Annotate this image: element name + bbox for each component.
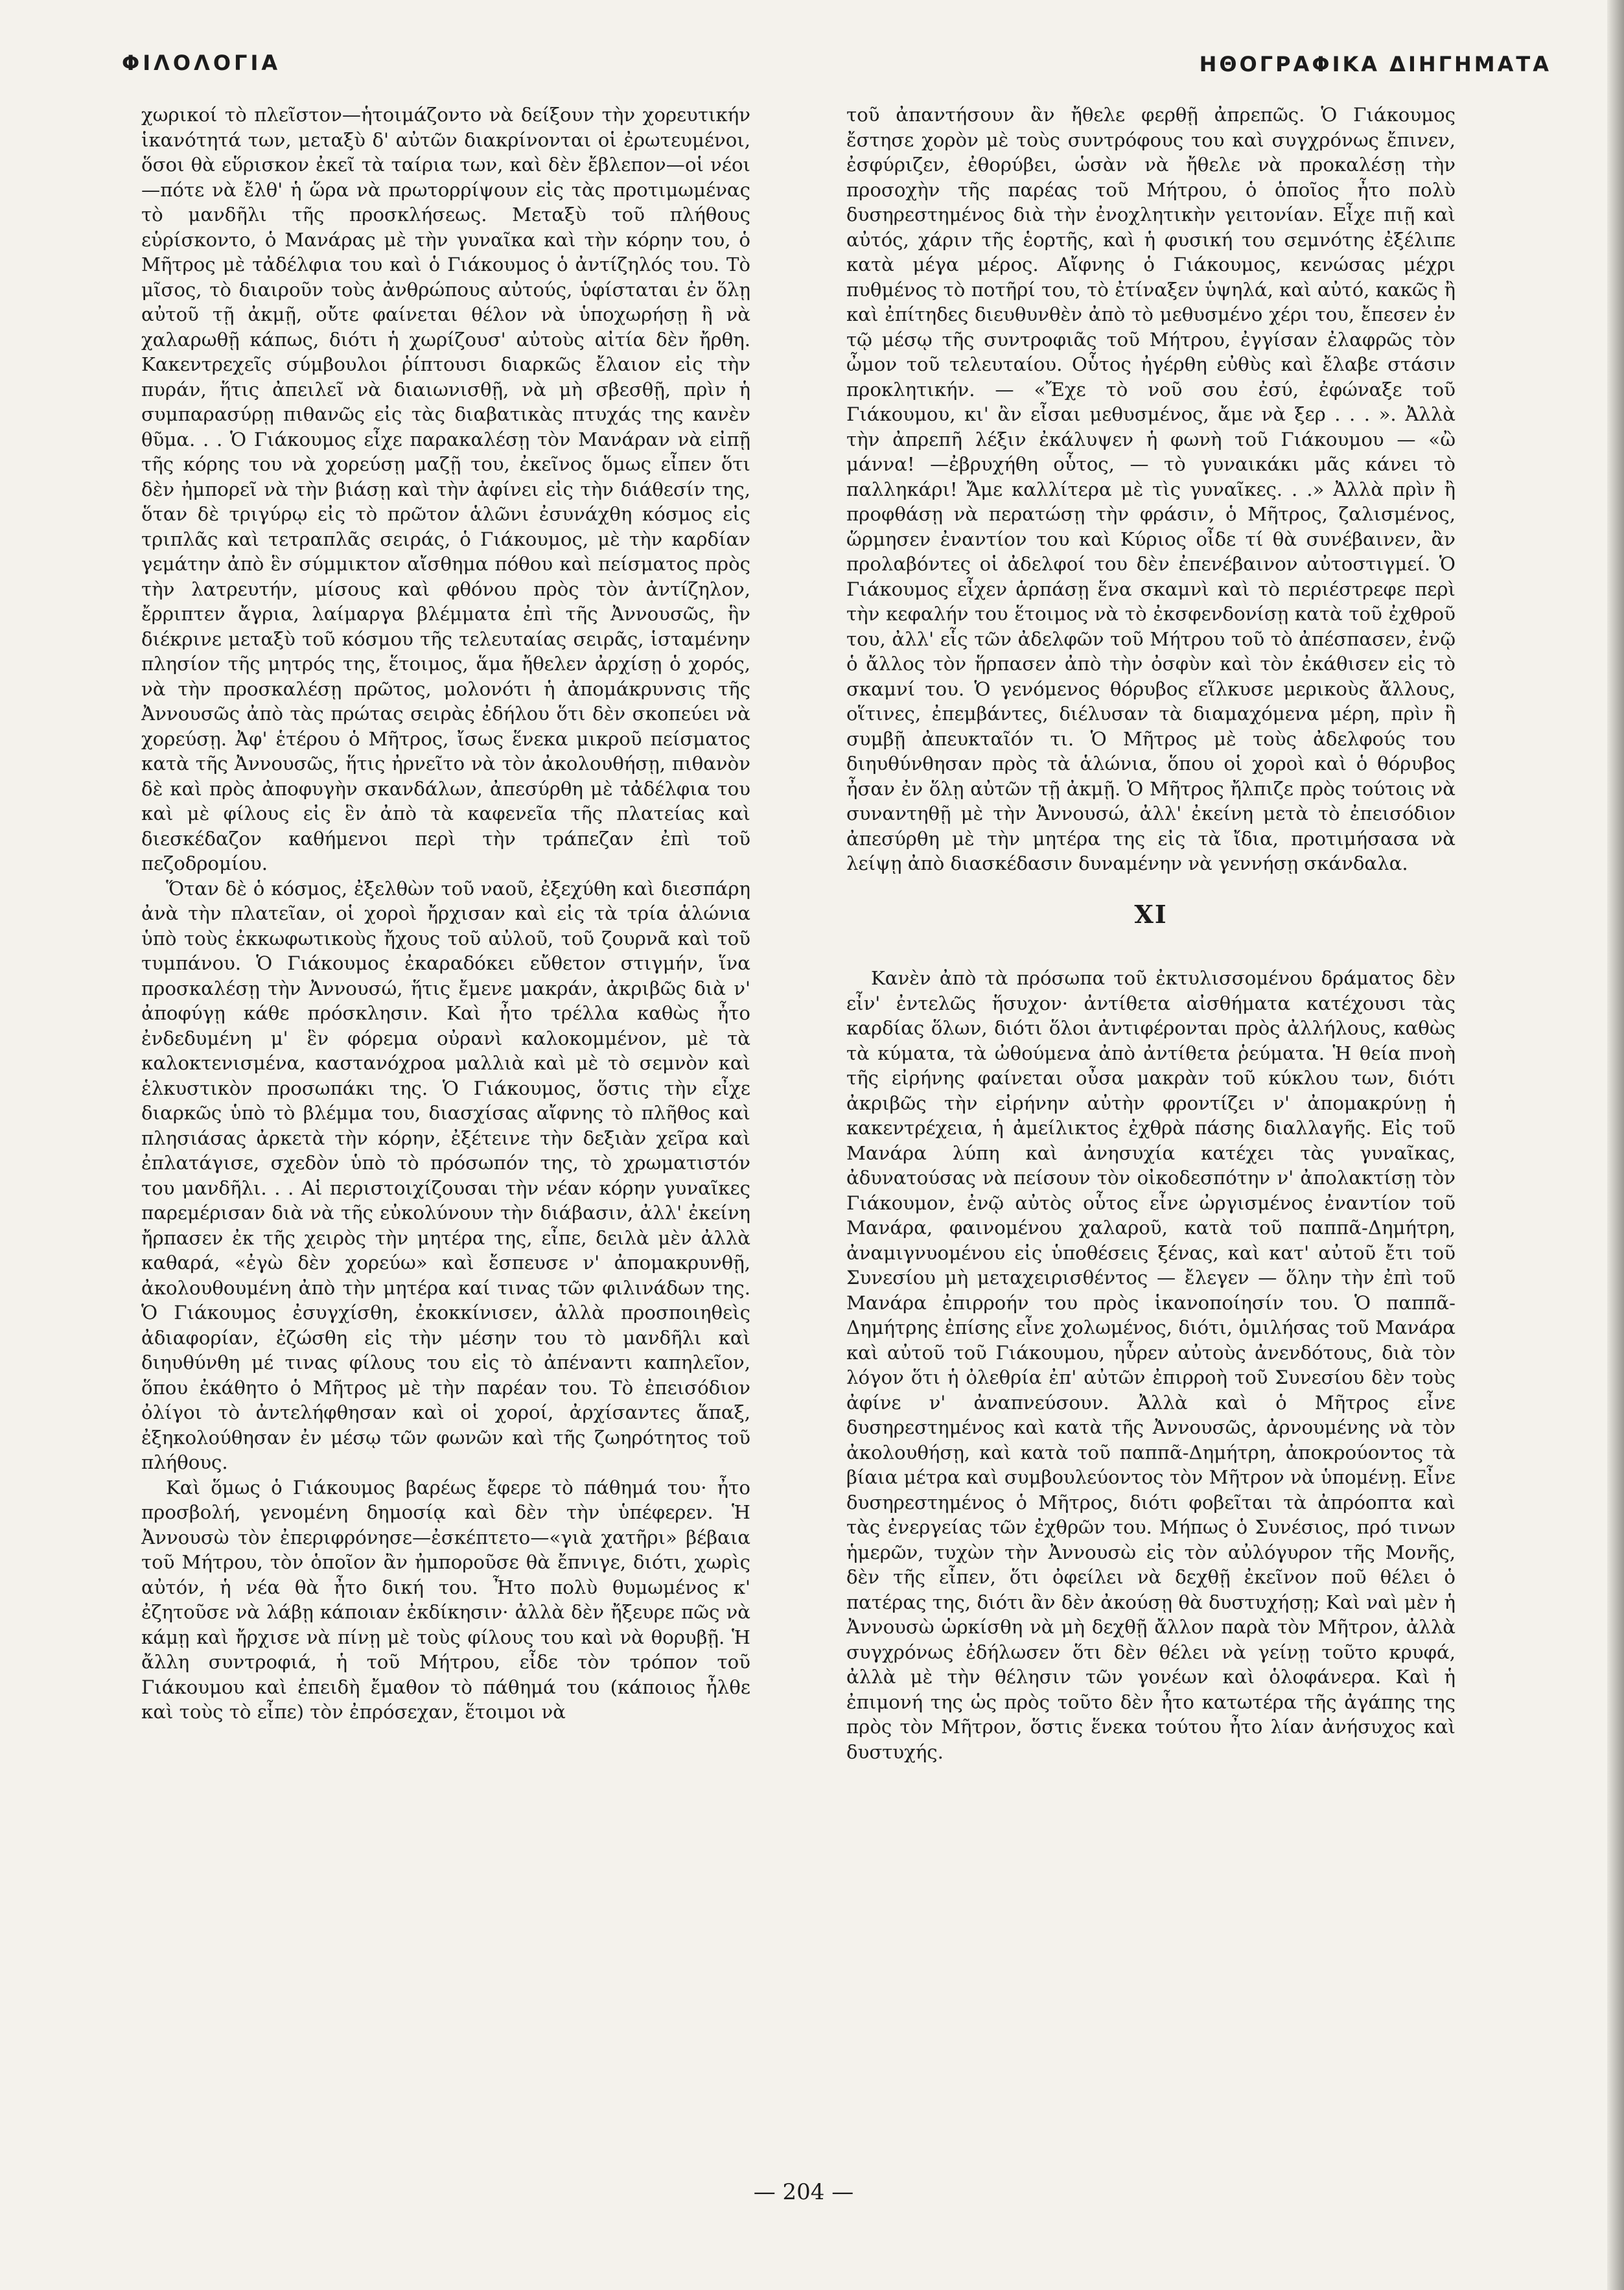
right-text-column xyxy=(846,102,1456,1764)
body-paragraph: χωρικοί τὸ πλεῖστον—ἡτοιμάζοντο νὰ δείξουν τὴν χορευτικήν ἱκανότητά των, μεταξὺ δ' αὐτῶν διακρίνονται οἱ ἐρωτευμένοι, ὅσοι θὰ εὕρισκον ἐκεῖ τὰ ταίρια των, καὶ δὲν ἔβλεπον—οἱ νέοι—πότε νὰ ἔλθ' ἡ ὥρα νὰ πρωτορρίψουν εἰς τὰς προτιμωμένας τὸ μανδῆλι τῆς προσκλήσεως. Μεταξὺ τοῦ πλήθους εὑρίσκοντο, ὁ Μανάρας μὲ τὴν γυναῖκα καὶ τὴν κόρην του, ὁ Μῆτρος μὲ τἀδέλφια του καὶ ὁ Γιάκουμος ὁ ἀντίζηλός του. Τὸ μῖσος, τὸ διαιροῦν τοὺς ἀνθρώπους αὐτούς, ὑφίσταται ἐν ὅλῃ αὐτοῦ τῇ ἀκμῇ, οὔτε φαίνεται θέλον νὰ ὑποχωρήσῃ ἢ νὰ χαλαρωθῇ κάπως, διότι ἡ χωρίζουσ' αὐτοὺς αἰτία δὲν ἤρθη. Κακεντρεχεῖς σύμβουλοι ῥίπτουσι διαρκῶς ἔλαιον εἰς τὴν πυράν, ἥτις ἀπειλεῖ νὰ διαιωνισθῇ, νὰ μὴ σβεσθῇ, πρὶν ἡ συμπαρασύρῃ πιθανῶς εἰς τὰς διαβατικὰς πτυχάς της κανὲν θῦμα. . . Ὁ Γιάκουμος εἶχε παρακαλέσῃ τὸν Μανάραν νὰ εἰπῇ τῆς κόρης του νὰ χορεύσῃ μαζῇ του, ἐκεῖνος ὅμως εἶπεν ὅτι δὲν ἠμπορεῖ νὰ τὴν βιάσῃ καὶ τὴν ἀφίνει εἰς τὴν διάθεσίν της, ὅταν δὲ τριγύρῳ εἰς τὸ πρῶτον ἁλῶνι ἐσυνάχθη κόσμος εἰς τριπλᾶς καὶ τετραπλᾶς σειράς, ὁ Γιάκουμος, μὲ τὴν καρδίαν γεμάτην ἀπὸ ἓν σύμμικτον αἴσθημα πόθου καὶ πείσματος πρὸς τὴν λατρευτήν, μίσους καὶ φθόνου πρὸς τὸν ἀντίζηλον, ἔρριπτεν ἄγρια, λαίμαργα βλέμματα ἐπὶ τῆς Ἀννουσῶς, ἣν διέκρινε μεταξὺ τοῦ κόσμου τῆς τελευταίας σειρᾶς, ἱσταμένην πλησίον τῆς μητρός της, ἕτοιμος, ἅμα ἤθελεν ἀρχίσῃ ὁ χορός, νὰ τὴν προσκαλέσῃ πρῶτος, μολονότι ἡ ἀπομάκρυνσις τῆς Ἀννουσῶς ἀπὸ τὰς πρώτας σειρὰς ἐδήλου ὅτι δὲν σκοπεύει νὰ χορεύσῃ. Ἀφ' ἑτέρου ὁ Μῆτρος, ἴσως ἕνεκα μικροῦ πείσματος κατὰ τῆς Ἀννουσῶς, ἥτις ἠρνεῖτο νὰ τὸν ἀκολουθήσῃ, πιθανὸν δὲ καὶ πρὸς ἀποφυγὴν σκανδάλων, ἀπεσύρθη μὲ τἀδέλφια του καὶ μὲ φίλους εἰς ἓν ἀπὸ τὰ καφενεῖα τῆς πλατείας καὶ διεσκέδαζον καθήμενοι περὶ τὴν τράπεζαν ἐπὶ τοῦ πεζοδρομίου. xyxy=(141,104,750,874)
body-paragraph: Ὅταν δὲ ὁ κόσμος, ἐξελθὼν τοῦ ναοῦ, ἐξεχύθη καὶ διεσπάρη ἀνὰ τὴν πλατεῖαν, οἱ χοροὶ ἤρχισαν καὶ εἰς τὰ τρία ἁλώνια ὑπὸ τοὺς ἐκκωφωτικοὺς ἤχους τοῦ αὐλοῦ, τοῦ ζουρνᾶ καὶ τοῦ τυμπάνου. Ὁ Γιάκουμος ἐκαραδόκει εὔθετον στιγμήν, ἵνα προσκαλέσῃ τὴν Ἀννουσώ, ἥτις ἔμενε μακράν, ἀκριβῶς διὰ ν' ἀποφύγῃ κάθε πρόσκλησιν. Καὶ ἦτο τρέλλα καθὼς ἦτο ἐνδεδυμένη μ' ἓν φόρεμα οὐρανὶ καλοκομμένον, μὲ τὰ καλοκτενισμένα, καστανόχροα μαλλιὰ καὶ μὲ τὸ σεμνὸν καὶ ἑλκυστικὸν προσωπάκι της. Ὁ Γιάκουμος, ὅστις τὴν εἶχε διαρκῶς ὑπὸ τὸ βλέμμα του, διασχίσας αἴφνης τὸ πλῆθος καὶ πλησιάσας ἀρκετὰ τὴν κόρην, ἐξέτεινε τὴν δεξιὰν χεῖρα καὶ ἐπλατάγισε, σχεδὸν ὑπὸ τὸ πρόσωπόν της, τὸ χρωματιστόν του μανδῆλι. . . Αἱ περιστοιχίζουσαι τὴν νέαν κόρην γυναῖκες παρεμέρισαν διὰ νὰ τῆς εὐκολύνουν τὴν διάβασιν, ἀλλ' ἐκείνη ἤρπασεν ἐκ τῆς χειρὸς τὴν μητέρα της, εἶπε, δειλὰ μὲν ἀλλὰ καθαρά, «ἐγὼ δὲν χορεύω» καὶ ἔσπευσε ν' ἀπομακρυνθῇ, ἀκολουθουμένη ἀπὸ τὴν μητέρα καί τινας τῶν φιλινάδων της. Ὁ Γιάκουμος ἐσυγχίσθη, ἐκοκκίνισεν, ἀλλὰ προσποιηθεὶς ἀδιαφορίαν, ἐζώσθη εἰς τὴν μέσην του τὸ μανδῆλι καὶ διηυθύνθη μέ τινας φίλους του εἰς τὸ ἀπέναντι καπηλεῖον, ὅπου ἐκάθητο ὁ Μῆτρος μὲ τὴν παρέαν του. Τὸ ἐπεισόδιον ὀλίγοι τὸ ἀντελήφθησαν καὶ οἱ χοροί, ἀρχίσαντες ἅπαξ, ἐξηκολούθησαν ἐν μέσῳ τῶν φωνῶν καὶ τῆς ζωηρότητος τοῦ πλήθους. xyxy=(141,877,750,1473)
chapter-heading: XI xyxy=(1134,899,1168,929)
running-header-right: ΗΘΟΓΡΑΦΙΚΑ ΔΙΗΓΗΜΑΤΑ xyxy=(1199,52,1551,76)
running-header-left: ΦΙΛΟΛΟΓΙΑ xyxy=(122,51,281,75)
page-gutter-shadow xyxy=(1607,0,1624,2290)
body-paragraph: Καὶ ὅμως ὁ Γιάκουμος βαρέως ἔφερε τὸ πάθημά του· ἦτο προσβολή, γενομένη δημοσίᾳ καὶ δὲν τὴν ὑπέφερεν. Ἡ Ἀννουσὼ τὸν ἐπεριφρόνησε—ἐσκέπτετο—«γιὰ χατῆρι» βέβαια τοῦ Μήτρου, τὸν ὁποῖον ἂν ἠμποροῦσε θὰ ἔπνιγε, διότι, χωρὶς αὐτόν, ἡ νέα θὰ ἦτο δική του. Ἦτο πολὺ θυμωμένος κ' ἐζητοῦσε νὰ λάβῃ κάποιαν ἐκδίκησιν· ἀλλὰ δὲν ἤξευρε πῶς νὰ κάμῃ καὶ ἤρχισε νὰ πίνῃ μὲ τοὺς φίλους του καὶ νὰ θορυβῇ. Ἡ ἄλλη συντροφιά, ἡ τοῦ Μήτρου, εἶδε τὸν τρόπον τοῦ Γιάκουμου καὶ ἐπειδὴ ἔμαθον τὸ πάθημά του (κάποιος ἦλθε καὶ τοὺς τὸ εἶπε) τὸν ἐπρόσεχαν, ἕτοιμοι νὰ xyxy=(141,1476,750,1723)
body-paragraph: τοῦ ἀπαντήσουν ἂν ἤθελε φερθῇ ἀπρεπῶς. Ὁ Γιάκουμος ἔστησε χορὸν μὲ τοὺς συντρόφους του καὶ συγχρόνως ἔπινεν, ἐσφύριζεν, ἐθορύβει, ὡσὰν νὰ ἤθελε νὰ προκαλέσῃ τὴν προσοχὴν τῆς παρέας τοῦ Μήτρου, ὁ ὁποῖος ἦτο πολὺ δυσηρεστημένος διὰ τὴν ἐνοχλητικὴν γειτονίαν. Εἶχε πιῇ καὶ αὐτός, χάριν τῆς ἑορτῆς, καὶ ἡ φυσική του σεμνότης ἐξέλιπε κατὰ μέγα μέρος. Αἴφνης ὁ Γιάκουμος, κενώσας μέχρι πυθμένος τὸ ποτῆρί του, τὸ ἐτίναξεν ὑψηλά, καὶ αὐτό, κακῶς ἢ καὶ ἐπίτηδες διευθυνθὲν ἀπὸ τὸ μεθυσμένο χέρι του, ἔπεσεν ἐν τῷ μέσῳ τῆς συντροφιᾶς τοῦ Μήτρου, ἐγγίσαν ἐλαφρῶς τὸν ὦμον τοῦ τελευταίου. Οὗτος ἠγέρθη εὐθὺς καὶ ἔλαβε στάσιν προκλητικήν. — «Ἔχε τὸ νοῦ σου ἐσύ, ἐφώναξε τοῦ Γιάκουμου, κι' ἂν εἶσαι μεθυσμένος, ἄμε νὰ ξερ . . . ». Ἀλλὰ τὴν ἀπρεπῆ λέξιν ἐκάλυψεν ἡ φωνὴ τοῦ Γιάκουμου — «ὢ μάννα! —ἐβρυχήθη οὗτος, — τὸ γυναικάκι μᾶς κάνει τὸ παλληκάρι! Ἄμε καλλίτερα μὲ τὶς γυναῖκες. . .» Ἀλλὰ πρὶν ἢ προφθάσῃ νὰ περατώσῃ τὴν φράσιν, ὁ Μῆτρος, ζαλισμένος, ὥρμησεν ἐναντίον του καὶ Κύριος οἶδε τί θὰ συνέβαινεν, ἂν προλαβόντες οἱ ἀδελφοί του δὲν ἐπενέβαινον αὐτοστιγμεί. Ὁ Γιάκουμος εἶχεν ἁρπάσῃ ἕνα σκαμνὶ καὶ τὸ περιέστρεφε περὶ τὴν κεφαλήν του ἕτοιμος νὰ τὸ ἐκσφενδονίσῃ κατὰ τοῦ ἐχθροῦ του, ἀλλ' εἷς τῶν ἀδελφῶν τοῦ Μήτρου τοῦ τὸ ἀπέσπασεν, ἐνῷ ὁ ἄλλος τὸν ἥρπασεν ἀπὸ τὴν ὀσφὺν καὶ τὸν ἐκάθισεν εἰς τὸ σκαμνί του. Ὁ γενόμενος θόρυβος εἵλκυσε μερικοὺς ἄλλους, οἵτινες, ἐπεμβάντες, διέλυσαν τὰ διαμαχόμενα μέρη, πρὶν ἢ συμβῇ ἀπευκταῖόν τι. Ὁ Μῆτρος μὲ τοὺς ἀδελφούς του διηυθύνθησαν πρὸς τὰ ἁλώνια, ὅπου οἱ χοροὶ καὶ ὁ θόρυβος ἦσαν ἐν ὅλῃ αὐτῶν τῇ ἀκμῇ. Ὁ Μῆτρος ἤλπιζε πρὸς τούτοις νὰ συναντηθῇ μὲ τὴν Ἀννουσώ, ἀλλ' ἐκείνη μετὰ τὸ ἐπεισόδιον ἀπεσύρθη μὲ τὴν μητέρα της εἰς τὰ ἴδια, προτιμήσασα νὰ λείψῃ ἀπὸ διασκέδασιν δυναμένην νὰ γεννήσῃ σκάνδαλα. xyxy=(846,104,1456,874)
left-text-column xyxy=(141,102,750,1725)
page-number: — 204 — xyxy=(753,2179,854,2205)
body-paragraph: Κανὲν ἀπὸ τὰ πρόσωπα τοῦ ἐκτυλισσομένου δράματος δὲν εἶν' ἐντελῶς ἥσυχον· ἀντίθετα αἰσθήματα κατέχουσι τὰς καρδίας ὅλων, διότι ὅλοι ἀντιφέρονται πρὸς ἀλλήλους, καθὼς τὰ κύματα, τὰ ὠθούμενα ἀπὸ ἀντίθετα ῥεύματα. Ἡ θεία πνοὴ τῆς εἰρήνης φαίνεται οὖσα μακρὰν τοῦ κύκλου των, διότι ἀκριβῶς τὴν εἰρήνην αὐτὴν φροντίζει ν' ἀπομακρύνῃ ἡ κακεντρέχεια, ἡ ἀμείλικτος ἐχθρὰ πάσης διαλλαγῆς. Εἰς τοῦ Μανάρα λύπη καὶ ἀνησυχία κατέχει τὰς γυναῖκας, ἀδυνατούσας νὰ πείσουν τὸν οἰκοδεσπότην ν' ἀπολακτίσῃ τὸν Γιάκουμον, ἐνῷ αὐτὸς οὗτος εἶνε ὠργισμένος ἐναντίον τοῦ Μανάρα, φαινομένου χαλαροῦ, κατὰ τοῦ παππᾶ-Δημήτρη, ἀναμιγνυομένου εἰς ὑποθέσεις ξένας, καὶ κατ' αὐτοῦ ἔτι τοῦ Συνεσίου μὴ μεταχειρισθέντος — ἔλεγεν — ὅλην τὴν ἐπὶ τοῦ Μανάρα ἐπιρροήν του πρὸς ἱκανοποίησίν του. Ὁ παππᾶ-Δημήτρης ἐπίσης εἶνε χολωμένος, διότι, ὁμιλήσας τοῦ Μανάρα καὶ αὐτοῦ τοῦ Γιάκουμου, ηὗρεν αὐτοὺς ἀνενδότους, διὰ τὸν λόγον ὅτι ἡ ὀλεθρία ἐπ' αὐτῶν ἐπιρροὴ τοῦ Συνεσίου δὲν τοὺς ἀφίνε ν' ἀναπνεύσουν. Ἀλλὰ καὶ ὁ Μῆτρος εἶνε δυσηρεστημένος καὶ κατὰ τῆς Ἀννουσῶς, ἀρνουμένης νὰ τὸν ἀκολουθήσῃ, καὶ κατὰ τοῦ παππᾶ-Δημήτρη, ἀποκρούοντος τὰ βίαια μέτρα καὶ συμβουλεύοντος τὸν Μῆτρον νὰ ὑπομένῃ. Εἶνε δυσηρεστημένος ὁ Μῆτρος, διότι φοβεῖται τὰ ἀπρόοπτα καὶ τὰς ἐνεργείας τῶν ἐχθρῶν του. Μήπως ὁ Συνέσιος, πρό τινων ἡμερῶν, τυχὼν τὴν Ἀννουσὼ εἰς τὸν αὐλόγυρον τῆς Μονῆς, δὲν τῆς εἶπεν, ὅτι ὀφείλει νὰ δεχθῇ ἐκεῖνον ποῦ θέλει ὁ πατέρας της, διότι ἂν δὲν ἀκούσῃ θὰ δυστυχήσῃ; Καὶ ναὶ μὲν ἡ Ἀννουσὼ ὡρκίσθη νὰ μὴ δεχθῇ ἄλλον παρὰ τὸν Μῆτρον, ἀλλὰ συγχρόνως ἐδήλωσεν ὅτι δὲν θέλει νὰ γείνῃ τοῦτο κρυφά, ἀλλὰ μὲ τὴν θέλησιν τῶν γονέων καὶ ὁλοφάνερα. Καὶ ἡ ἐπιμονή της ὡς πρὸς τοῦτο δὲν ἦτο κατωτέρα τῆς ἀγάπης της πρὸς τὸν Μῆτρον, ὅστις ἕνεκα τούτου ἦτο λίαν ἀνήσυχος καὶ δυστυχής. xyxy=(846,967,1456,1763)
